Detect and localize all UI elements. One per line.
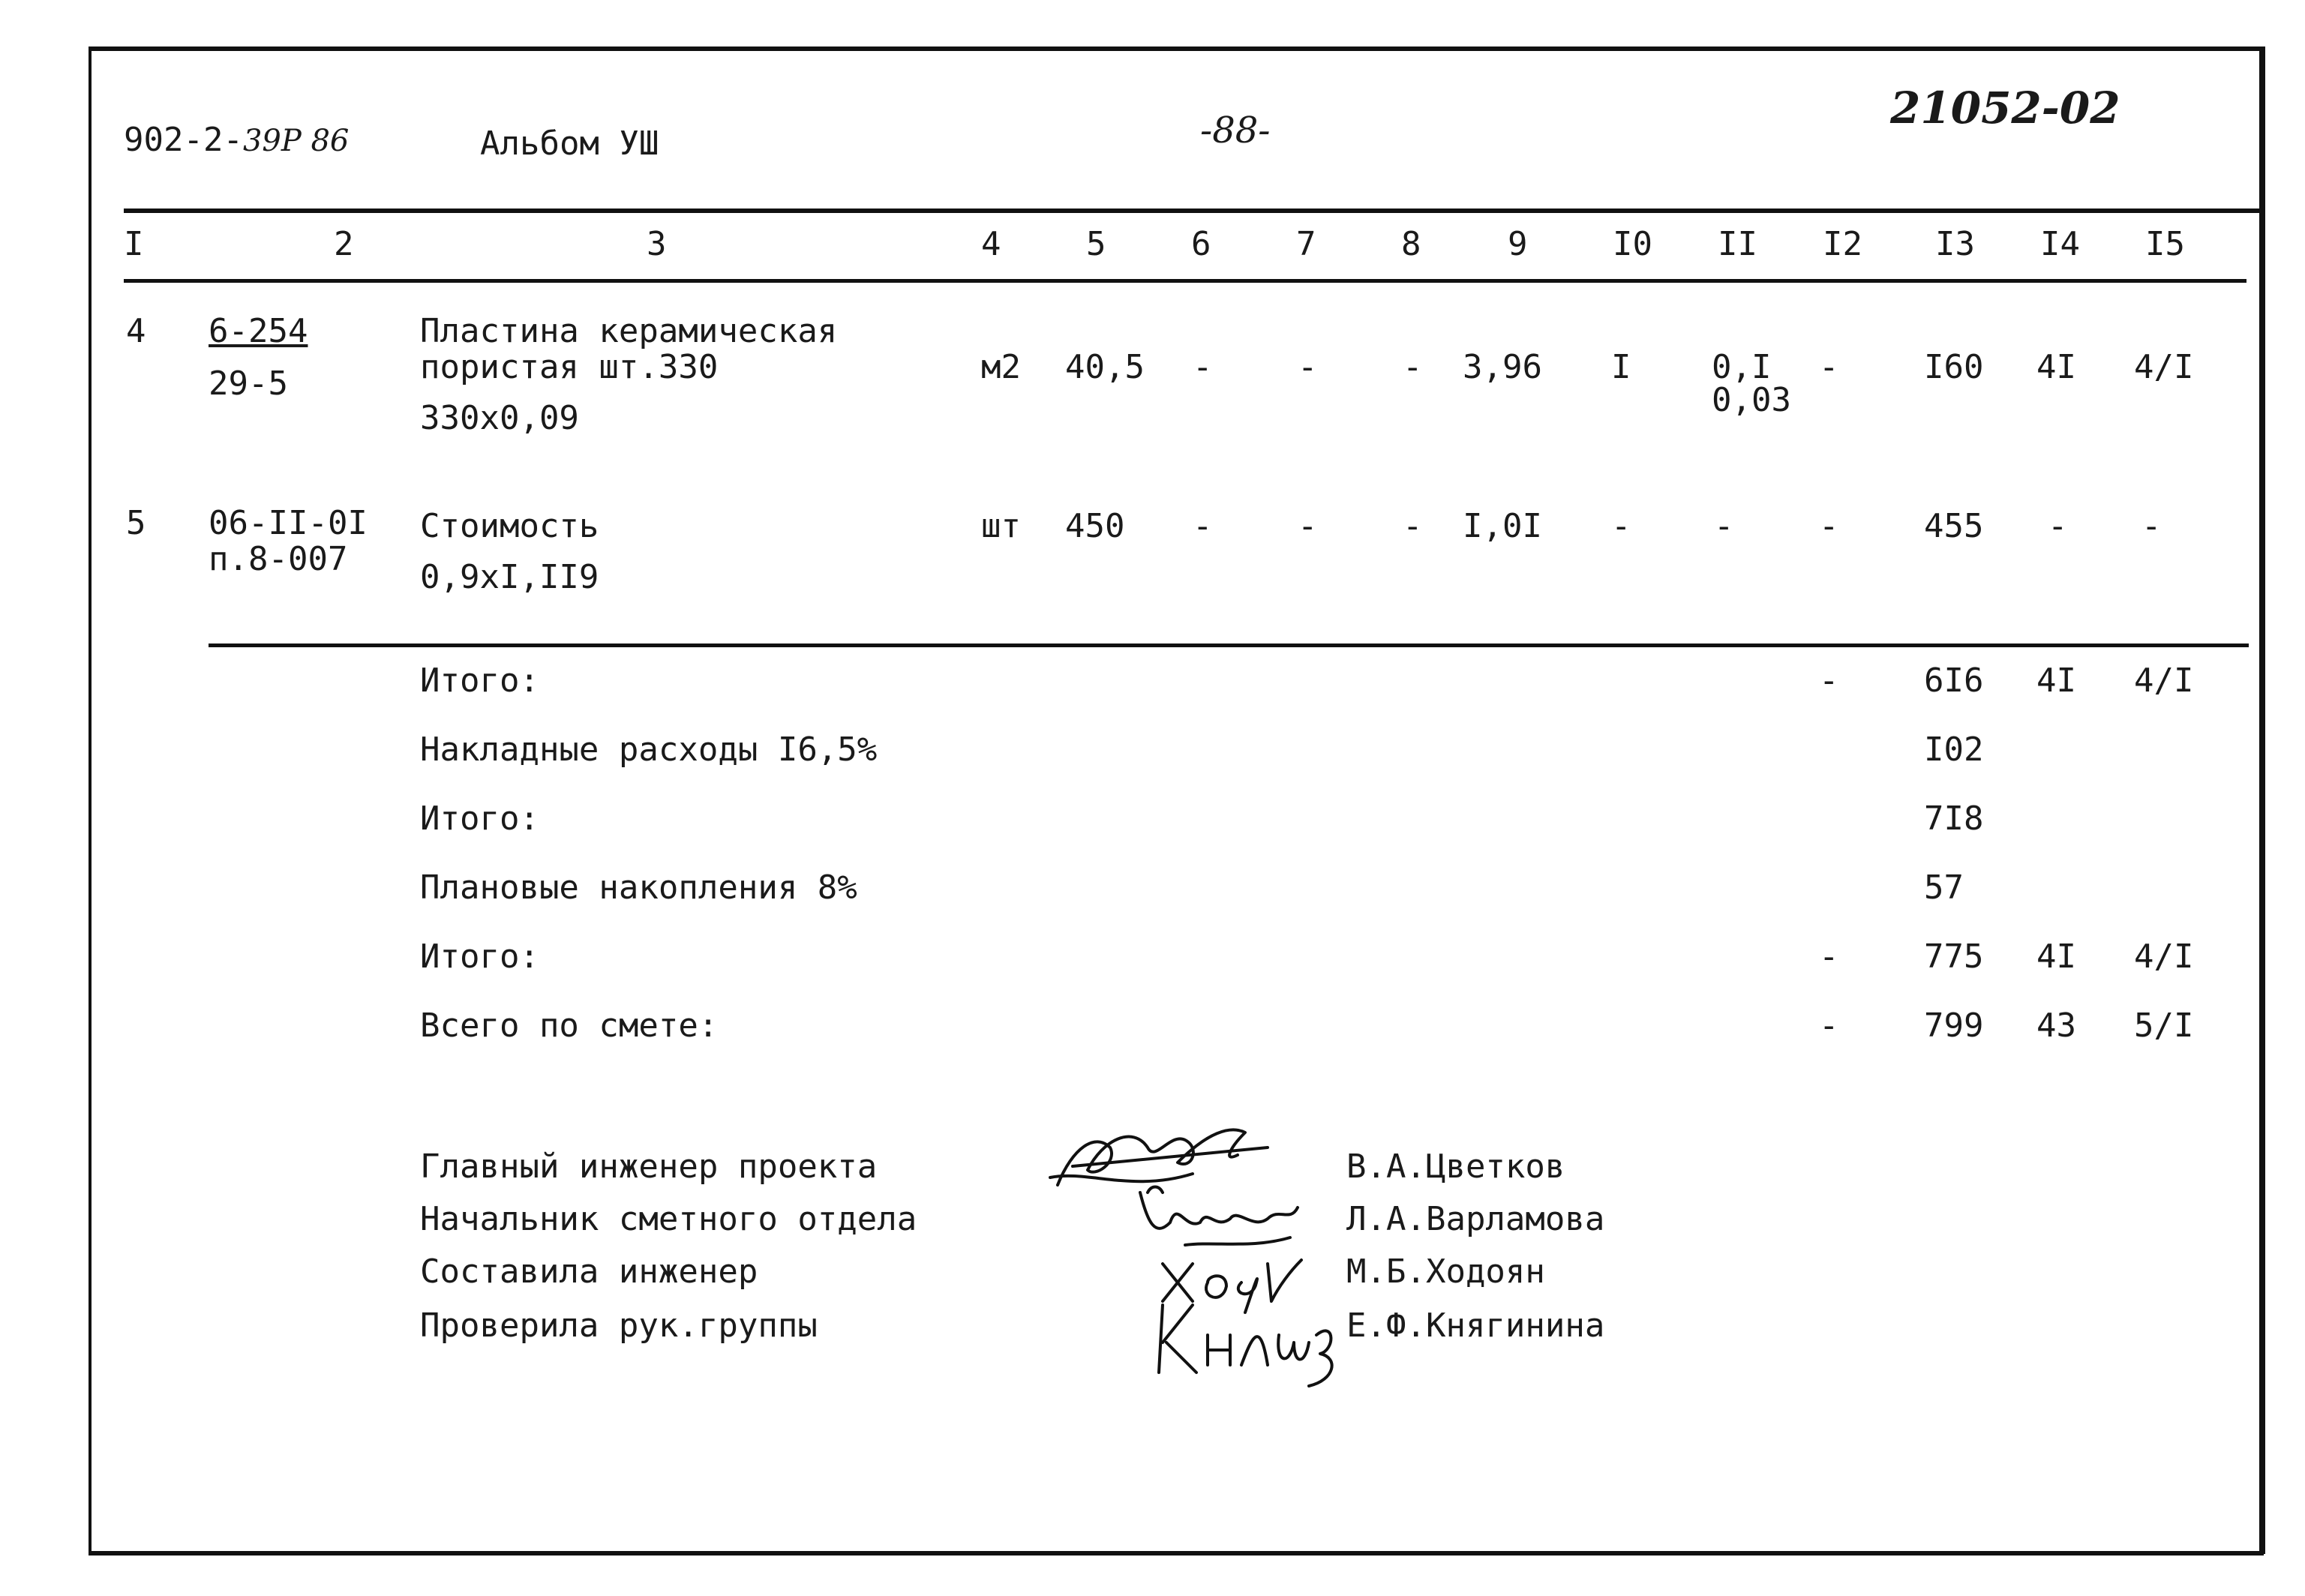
row-number: 4 <box>126 312 146 350</box>
frame-left-border <box>89 46 92 1554</box>
column-header: 9 <box>1508 225 1528 263</box>
column-header: 6 <box>1191 225 1211 263</box>
column-header: II <box>1718 225 1757 263</box>
document-code-printed: 902-2- <box>124 121 243 159</box>
signer-role: Составила инженер <box>420 1252 758 1291</box>
row-name-line1: Пластина керамическая <box>420 312 838 350</box>
row-col11-bottom: 0,03 <box>1712 381 1791 419</box>
row-col13: I60 <box>1924 348 1984 386</box>
row-col7: - <box>1298 507 1318 545</box>
frame-top-border <box>89 46 2264 51</box>
row-code-top: 6-254 <box>209 312 308 350</box>
document-number: 21052-02 <box>1890 82 2120 134</box>
total-col15: 5/I <box>2134 1006 2194 1045</box>
totals-rule <box>209 644 2249 647</box>
total-col15: 4/I <box>2134 662 2194 700</box>
frame-bottom-border <box>89 1551 2264 1556</box>
column-header: 8 <box>1401 225 1421 263</box>
total-col12: - <box>1819 662 1839 700</box>
signer-role: Проверила рук.группы <box>420 1306 818 1345</box>
total-col13: I02 <box>1924 730 1984 769</box>
row-unit: м2 <box>981 348 1021 386</box>
column-header: I0 <box>1613 225 1652 263</box>
column-header: I4 <box>2040 225 2080 263</box>
row-col10: I <box>1611 348 1631 386</box>
column-header: 4 <box>981 225 1001 263</box>
row-code-bottom: п.8-007 <box>209 540 348 578</box>
total-col13: 7I8 <box>1924 800 1984 838</box>
signer-name: В.А.Цветков <box>1346 1148 1565 1186</box>
signer-name: М.Б.Ходоян <box>1346 1252 1545 1291</box>
row-col6: - <box>1193 507 1213 545</box>
column-header: 5 <box>1086 225 1106 263</box>
album-label: Альбом УШ <box>480 124 659 163</box>
signer-name: Л.А.Варламова <box>1346 1200 1605 1238</box>
signer-name: Е.Ф.Княгинина <box>1346 1306 1605 1345</box>
row-col11: - <box>1714 507 1734 545</box>
total-label: Итого: <box>420 800 539 838</box>
row-col14: - <box>2048 507 2068 545</box>
row-col7: - <box>1298 348 1318 386</box>
row-name-line2: пористая шт.330 <box>420 348 719 386</box>
column-header: 2 <box>334 225 354 263</box>
signer-role: Начальник сметного отдела <box>420 1200 917 1238</box>
total-col12: - <box>1819 1006 1839 1045</box>
page-number: -88- <box>1200 110 1271 152</box>
row-col6: - <box>1193 348 1213 386</box>
column-header: I2 <box>1823 225 1862 263</box>
row-col15: 4/I <box>2134 348 2194 386</box>
total-label: Всего по смете: <box>420 1006 719 1045</box>
row-name-line1: Стоимость <box>420 507 599 545</box>
signer-role: Главный инженер проекта <box>420 1148 878 1186</box>
column-header: I5 <box>2145 225 2185 263</box>
row-col8: - <box>1403 348 1423 386</box>
row-col9: I,0I <box>1463 507 1542 545</box>
total-col14: 4I <box>2036 662 2076 700</box>
row-col13: 455 <box>1924 507 1984 545</box>
row-col8: - <box>1403 507 1423 545</box>
row-unit: шт <box>981 507 1021 545</box>
row-col12: - <box>1819 348 1839 386</box>
row-quantity: 450 <box>1065 507 1125 545</box>
row-name-line2: 0,9хI,II9 <box>420 558 599 596</box>
row-col12: - <box>1819 507 1839 545</box>
total-label: Накладные расходы I6,5% <box>420 730 878 769</box>
total-col13: 57 <box>1924 868 1964 907</box>
total-col12: - <box>1819 938 1839 976</box>
row-col11-top: 0,I <box>1712 348 1772 386</box>
header-bottom-rule <box>124 279 2246 283</box>
row-col15: - <box>2141 507 2162 545</box>
total-col15: 4/I <box>2134 938 2194 976</box>
total-label: Плановые накопления 8% <box>420 868 857 907</box>
total-col13: 775 <box>1924 938 1984 976</box>
total-label: Итого: <box>420 938 539 976</box>
row-number: 5 <box>126 504 146 542</box>
total-col13: 799 <box>1924 1006 1984 1045</box>
column-header: 3 <box>647 225 667 263</box>
header-top-rule <box>124 208 2261 213</box>
row-code-bottom: 29-5 <box>209 364 288 403</box>
column-header: I3 <box>1935 225 1975 263</box>
document-code <box>124 121 350 159</box>
frame-right-border <box>2259 46 2265 1554</box>
row-quantity: 40,5 <box>1065 348 1145 386</box>
row-col14: 4I <box>2036 348 2076 386</box>
row-col9: 3,96 <box>1463 348 1542 386</box>
row-name-line3: 330х0,09 <box>420 399 579 437</box>
signature-scribble-4 <box>1148 1290 1343 1388</box>
total-col13: 6I6 <box>1924 662 1984 700</box>
row-col10: - <box>1611 507 1631 545</box>
total-col14: 43 <box>2036 1006 2076 1045</box>
column-header: 7 <box>1296 225 1316 263</box>
row-code-top: 06-II-0I <box>209 504 368 542</box>
document-code-handwritten: 39Р 86 <box>242 124 350 158</box>
total-label: Итого: <box>420 662 539 700</box>
column-header: I <box>124 225 144 263</box>
total-col14: 4I <box>2036 938 2076 976</box>
